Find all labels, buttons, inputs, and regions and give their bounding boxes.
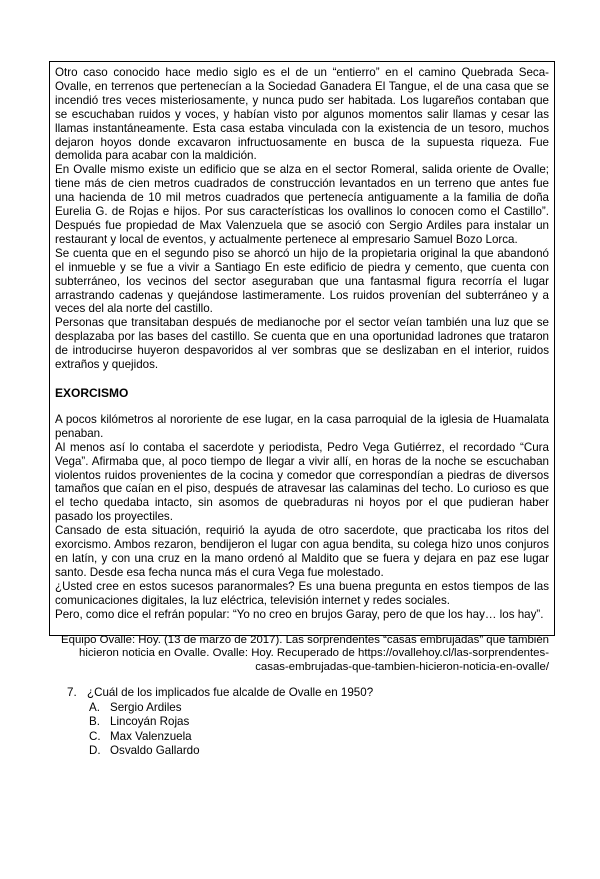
option-text: Osvaldo Gallardo: [110, 744, 200, 757]
option-text: Sergio Ardiles: [110, 700, 182, 714]
question-text: ¿Cuál de los implicados fue alcalde de Ovalle en 1950?: [87, 686, 374, 699]
answer-option-a[interactable]: [89, 701, 567, 716]
paragraph: Se cuenta que en el segundo piso se ahorcó un hijo de la propietaria original la que abandonó el inmueble y se fue a vivir a Santiago En este edificio de piedra y cemento, que cuenta con subterráneo, los vecinos del sector aseguraban que una fantasmal figura recorría el lugar arrastrando cadenas y quejándose lastimeramente. Los ruidos provenían del subterráneo y a veces del ala norte del castillo.: [55, 246, 549, 316]
option-text: Lincoyán Rojas: [110, 715, 190, 728]
option-letter: C.: [89, 729, 101, 743]
answer-option-d[interactable]: [89, 744, 567, 759]
reading-text-box: [49, 61, 555, 674]
section-heading: EXORCISMO: [55, 385, 129, 400]
paragraph: Personas que transitaban después de medianoche por el sector veían también una luz que se desplazaba por las bases del castillo. Se cuenta que en una oportunidad ladrones que trataron de introducirse huyeron despavoridos al ver sombras que se deslizaban en el interior, ruidos extraños y quejidos.: [55, 316, 549, 372]
question-block: [67, 686, 567, 759]
paragraph: Pero, como dice el refrán popular: “Yo no creo en brujos Garay, pero de que los hay… los hay”.: [55, 607, 544, 621]
paragraph: A pocos kilómetros al nororiente de ese lugar, en la casa parroquial de la iglesia de Huamalata penaban.: [55, 412, 549, 440]
paragraph: ¿Usted cree en estos sucesos paranormales? Es una buena pregunta en estos tiempos de las comunicaciones digitales, la luz eléctrica, televisión internet y redes sociales.: [55, 579, 549, 607]
answer-option-b[interactable]: [89, 715, 567, 730]
paragraph: En Ovalle mismo existe un edificio que se alza en el sector Romeral, salida oriente de Ovalle; tiene más de cien metros cuadrados de construcción levantados en un terreno que antes fue una hacienda de 10 mil metros cuadrados que pertenecía antiguamente a la familia de doña Eurelia G. de Rojas e hijos. Por sus características los ovallinos lo conocen como el Castillo”. Después fue propiedad de Max Valenzuela que se asoció con Sergio Ardiles para instalar un restaurant y local de eventos, y actualmente pertenece al empresario Samuel Bozo Lorca.: [55, 163, 549, 246]
option-letter: A.: [89, 700, 100, 714]
paragraph: Cansado de esta situación, requirió la ayuda de otro sacerdote, que practicaba los ritos del exorcismo. Ambos rezaron, bendijeron el lugar con agua bendita, su colega hizo unos conjuros en latín, y con una cruz en la mano ordenó al Maldito que se fuera y dejara en paz ese lugar santo. Desde esa fecha nunca más el cura Vega fue molestado.: [55, 524, 549, 579]
option-letter: D.: [89, 744, 101, 757]
question-number: 7.: [67, 686, 77, 699]
source-citation: Equipo Ovalle: Hoy. (13 de marzo de 2017). Las sorprendentes “casas embrujadas” que también hicieron noticia en Ovalle. Ovalle: Hoy. Recuperado de https://ovallehoy.cl/las-sorprendentes-casas-embrujadas-que-tambien-hicieron-noticia-en-ovalle/: [61, 633, 549, 674]
answer-option-c[interactable]: [89, 730, 567, 745]
question-stem: [67, 686, 567, 701]
paragraph: Al menos así lo contaba el sacerdote y periodista, Pedro Vega Gutiérrez, el recordado “Cura Vega”. Afirmaba que, al poco tiempo de llegar a vivir allí, en horas de la noche se escuchaban violentos ruidos provenientes de la cocina y comedor que correspondían a piedras de diversos tamaños que caían en el piso, después de atravesar las calaminas del techo. Lo curioso es que el techo quedaba intacto, sin asomos de quebraduras ni hoyos por el que pudieran haber pasado los proyectiles.: [55, 440, 549, 524]
answer-options: [67, 701, 567, 759]
paragraph: Otro caso conocido hace medio siglo es el de un “entierro” en el camino Quebrada Seca- Ovalle, en terrenos que pertenecían a la Sociedad Ganadera El Tangue, el de una casa que se incendió tres veces misteriosamente, y nunca pudo ser habitada. Los lugareños contaban que se escuchaban ruidos y voces, y habían visto por algunos momentos salir llamas y cesar las llamas instantáneamente. Esta casa estaba vinculada con la existencia de un tesoro, muchos dejaron hoyos donde excavaron infructuosamente en busca de la supuesta riqueza. Fue demolida para acabar con la maldición.: [55, 66, 549, 163]
option-text: Max Valenzuela: [110, 729, 192, 743]
option-letter: B.: [89, 715, 100, 728]
